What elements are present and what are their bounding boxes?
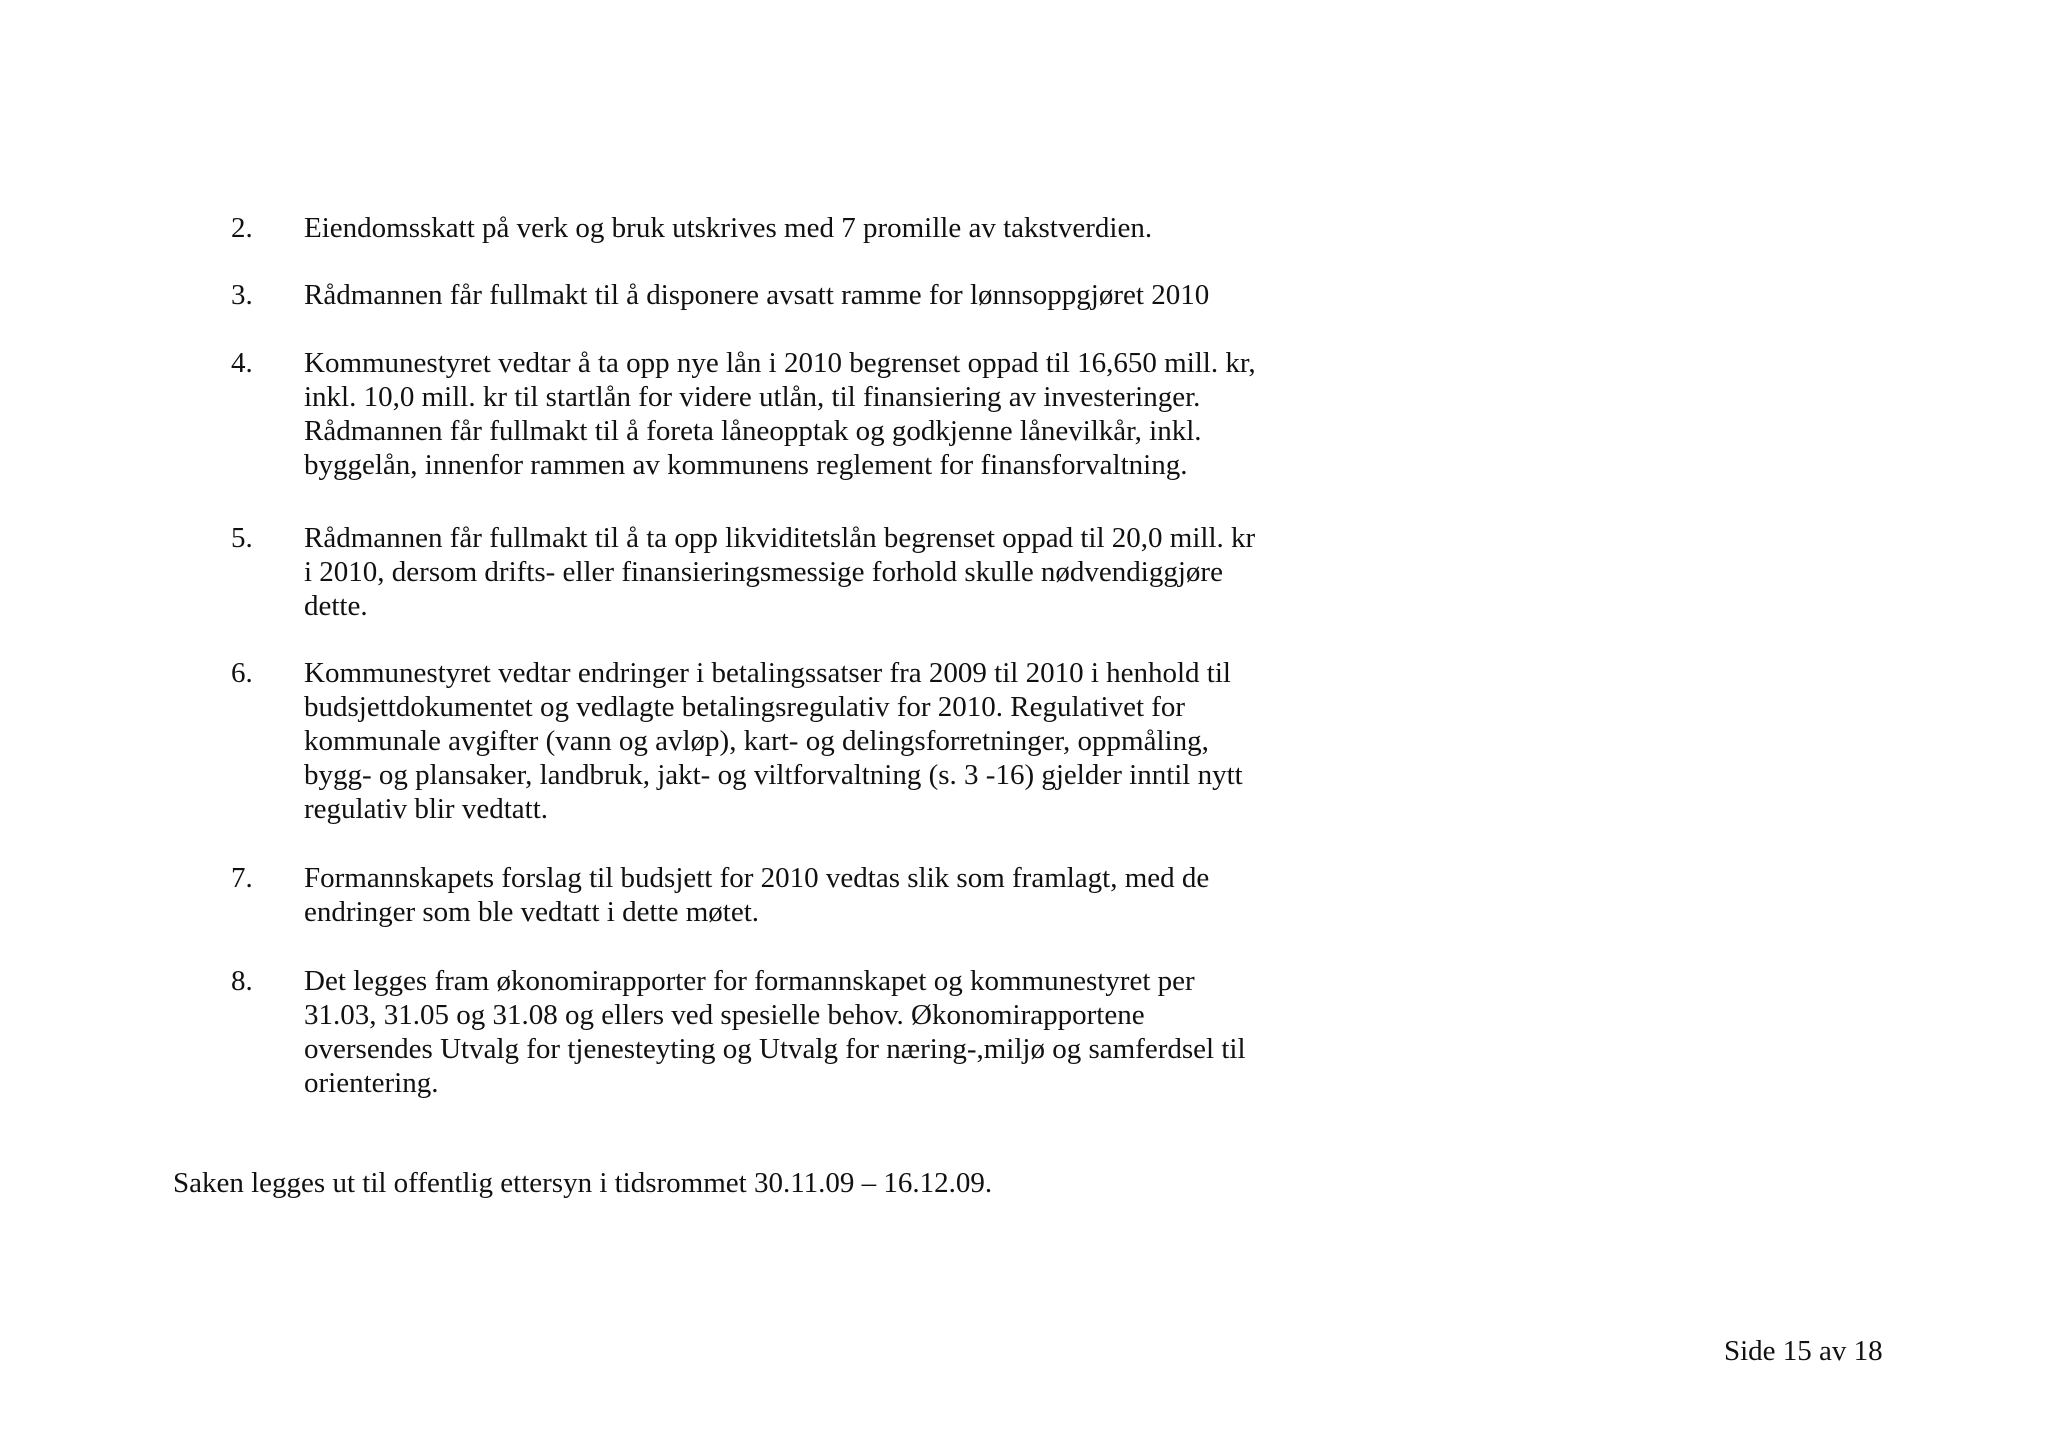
list-item-number: 6. xyxy=(231,657,253,689)
public-inspection-note: Saken legges ut til offentlig ettersyn i tidsrommet 30.11.09 – 16.12.09. xyxy=(173,1167,993,1199)
list-item-text xyxy=(304,964,1304,1100)
list-item-text xyxy=(304,861,1304,929)
text-line: regulativ blir vedtatt. xyxy=(304,793,549,825)
text-line: orientering. xyxy=(304,1067,439,1099)
list-item-text xyxy=(304,346,1304,482)
text-line: budsjettdokumentet og vedlagte betalingsregulativ for 2010. Regulativet for xyxy=(304,691,1186,723)
list-item-text xyxy=(304,656,1304,826)
list-item-text xyxy=(304,211,1304,245)
text-line: inkl. 10,0 mill. kr til startlån for videre utlån, til finansiering av investeringer. xyxy=(304,381,1201,413)
text-line: Rådmannen får fullmakt til å foreta låneopptak og godkjenne lånevilkår, inkl. xyxy=(304,415,1202,447)
text-line: endringer som ble vedtatt i dette møtet. xyxy=(304,896,760,928)
text-line: 31.03, 31.05 og 31.08 og ellers ved spesielle behov. Økonomirapportene xyxy=(304,999,1145,1031)
text-line: Eiendomsskatt på verk og bruk utskrives med 7 promille av takstverdien. xyxy=(304,212,1153,244)
text-line: Kommunestyret vedtar endringer i betalingssatser fra 2009 til 2010 i henhold til xyxy=(304,657,1231,689)
text-line: Rådmannen får fullmakt til å ta opp likviditetslån begrenset oppad til 20,0 mill. kr xyxy=(304,522,1256,554)
list-item-text xyxy=(304,521,1304,623)
list-item-number: 2. xyxy=(231,212,253,244)
list-item-number: 4. xyxy=(231,347,253,379)
text-line: Formannskapets forslag til budsjett for 2010 vedtas slik som framlagt, med de xyxy=(304,862,1210,894)
text-line: i 2010, dersom drifts- eller finansieringsmessige forhold skulle nødvendiggjøre xyxy=(304,556,1223,588)
text-line: Det legges fram økonomirapporter for formannskapet og kommunestyret per xyxy=(304,965,1195,997)
list-item-number: 7. xyxy=(231,862,253,894)
list-item-number: 8. xyxy=(231,965,253,997)
page-number: Side 15 av 18 xyxy=(1724,1335,1883,1367)
list-item-number: 5. xyxy=(231,522,253,554)
text-line: kommunale avgifter (vann og avløp), kart- og delingsforretninger, oppmåling, xyxy=(304,725,1209,757)
text-line: Rådmannen får fullmakt til å disponere avsatt ramme for lønnsoppgjøret 2010 xyxy=(304,279,1210,311)
text-line: dette. xyxy=(304,590,368,622)
list-item-number: 3. xyxy=(231,279,253,311)
text-line: byggelån, innenfor rammen av kommunens reglement for finansforvaltning. xyxy=(304,449,1188,481)
text-line: Kommunestyret vedtar å ta opp nye lån i 2010 begrenset oppad til 16,650 mill. kr, xyxy=(304,347,1256,379)
text-line: oversendes Utvalg for tjenesteyting og Utvalg for næring-,miljø og samferdsel til xyxy=(304,1033,1246,1065)
text-line: bygg- og plansaker, landbruk, jakt- og viltforvaltning (s. 3 -16) gjelder inntil nytt xyxy=(304,759,1243,791)
list-item-text xyxy=(304,278,1304,312)
